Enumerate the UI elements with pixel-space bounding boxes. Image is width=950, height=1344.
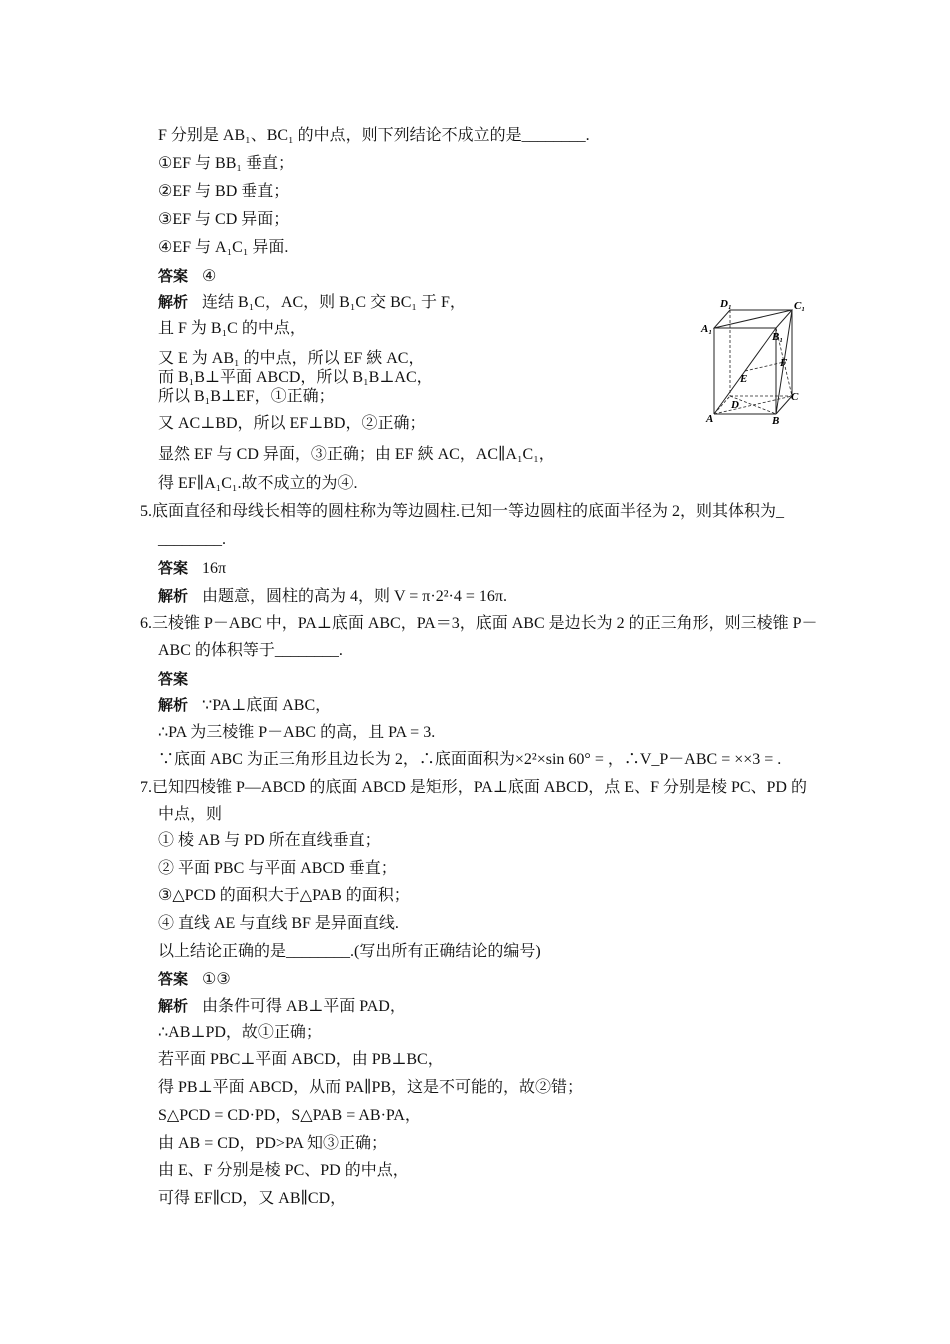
line-text: 且 F 为 B₁C 的中点， <box>158 320 306 337</box>
line-text: 7.已知四棱锥 P—ABCD 的底面 ABCD 是矩形，PA⊥底面 ABCD，点 E、F 分别是棱 PC、PD 的 <box>140 779 807 796</box>
text-line <box>158 723 435 743</box>
line-text: ∵底面 ABC 为正三角形且边长为 2，∴底面面积为×2²×sin 60° = ，∴V_P－ABC = ××3 = . <box>158 751 782 768</box>
analysis-line <box>158 586 507 607</box>
text-line <box>158 1189 346 1209</box>
figure-label: D₁ <box>720 298 732 310</box>
text-line <box>158 414 425 434</box>
line-text: F 分别是 AB₁、BC₁ 的中点，则下列结论不成立的是________. <box>158 127 590 144</box>
figure-label: C <box>791 391 799 403</box>
line-text: 而 B₁B⊥平面 ABCD，所以 B₁B⊥AC， <box>158 369 433 386</box>
answer-line <box>158 969 231 990</box>
figure-label: A <box>706 413 714 425</box>
line-text: 得 EF∥A₁C₁.故不成立的为④. <box>158 475 358 492</box>
text-line <box>158 530 226 550</box>
line-text: 得 PB⊥平面 ABCD，从而 PA∥PB，这是不可能的，故②错； <box>158 1079 584 1096</box>
prism-figure <box>700 294 810 426</box>
text-line <box>158 319 306 339</box>
line-text: ① 棱 AB 与 PD 所在直线垂直； <box>158 832 381 849</box>
figure-label: F <box>780 357 788 369</box>
line-text: ∴AB⊥PD，故①正确； <box>158 1024 322 1041</box>
text-line <box>158 831 381 851</box>
figure-label: A₁ <box>701 323 713 335</box>
text-line <box>140 614 818 634</box>
text-line <box>158 445 555 465</box>
line-text: 以上结论正确的是________.(写出所有正确结论的编号) <box>158 943 541 960</box>
text-line <box>158 154 294 174</box>
line-text: 由条件可得 AB⊥平面 PAD， <box>202 998 406 1015</box>
line-text: ∵PA⊥底面 ABC， <box>202 697 332 714</box>
text-line <box>158 805 222 825</box>
answer-line <box>158 266 216 287</box>
line-label: 解析 <box>158 997 189 1015</box>
text-line <box>158 1078 583 1098</box>
line-text: ④ 直线 AE 与直线 BF 是异面直线. <box>158 915 399 932</box>
line-label: 答案 <box>158 267 189 285</box>
text-line <box>158 349 424 369</box>
analysis-line <box>158 292 466 313</box>
line-text: ①③ <box>202 971 231 988</box>
line-label: 解析 <box>158 587 189 605</box>
line-text: ①EF 与 BB₁ 垂直； <box>158 155 294 172</box>
line-text: 显然 EF 与 CD 异面，③正确；由 EF 綊 AC，AC∥A₁C₁， <box>158 446 555 463</box>
line-text: 16π <box>202 560 227 577</box>
line-text: ④ <box>202 268 217 285</box>
analysis-line <box>158 695 331 716</box>
figure-label: B <box>772 415 780 426</box>
line-text: 由题意，圆柱的高为 4，则 V = π·2²·4 = 16π. <box>202 588 507 605</box>
text-line <box>158 1023 322 1043</box>
text-line <box>158 942 541 962</box>
line-text: 连结 B₁C，AC，则 B₁C 交 BC₁ 于 F， <box>202 294 466 311</box>
line-text: 中点，则 <box>158 806 223 823</box>
line-text: ________. <box>158 531 226 548</box>
line-text: ② 平面 PBC 与平面 ABCD 垂直； <box>158 860 397 877</box>
text-line <box>158 914 399 934</box>
text-line <box>158 1161 409 1181</box>
text-line <box>158 886 410 906</box>
text-line <box>158 641 343 661</box>
line-text: ∴PA 为三棱锥 P－ABC 的高，且 PA = 3. <box>158 724 436 741</box>
line-text: ③EF 与 CD 异面； <box>158 211 290 228</box>
answer-line <box>158 669 202 690</box>
answer-line <box>158 558 226 579</box>
line-label: 解析 <box>158 293 189 311</box>
text-line <box>140 502 784 522</box>
analysis-line <box>158 996 406 1017</box>
line-label: 答案 <box>158 670 189 688</box>
text-line <box>158 1050 444 1070</box>
text-line <box>158 387 335 407</box>
line-label: 解析 <box>158 696 189 714</box>
line-text: 若平面 PBC⊥平面 ABCD，由 PB⊥BC， <box>158 1051 444 1068</box>
line-text: 由 AB = CD，PD>PA 知③正确； <box>158 1135 388 1152</box>
line-label: 答案 <box>158 559 189 577</box>
line-text: 又 E 为 AB₁ 的中点，所以 EF 綊 AC， <box>158 350 425 367</box>
text-line <box>158 238 288 258</box>
line-text: ②EF 与 BD 垂直； <box>158 183 290 200</box>
line-text: ABC 的体积等于________. <box>158 642 343 659</box>
text-line <box>158 126 590 146</box>
line-text: 5.底面直径和母线长相等的圆柱称为等边圆柱.已知一等边圆柱的底面半径为 2，则其体积为_ <box>140 503 785 520</box>
line-text: ③△PCD 的面积大于△PAB 的面积； <box>158 887 410 904</box>
line-label: 答案 <box>158 970 189 988</box>
text-line <box>158 210 289 230</box>
text-line <box>140 778 807 798</box>
line-text: S△PCD = CD·PD，S△PAB = AB·PA， <box>158 1107 421 1124</box>
figure-label: E <box>740 373 748 385</box>
line-text: 由 E、F 分别是棱 PC、PD 的中点， <box>158 1162 409 1179</box>
line-text: 可得 EF∥CD，又 AB∥CD， <box>158 1190 347 1207</box>
text-line <box>158 368 433 388</box>
line-text: ④EF 与 A₁C₁ 异面. <box>158 239 289 256</box>
line-text: 6.三棱锥 P－ABC 中，PA⊥底面 ABC，PA＝3，底面 ABC 是边长为 2 的正三角形，则三棱锥 P－ <box>140 615 818 632</box>
line-text: 又 AC⊥BD，所以 EF⊥BD，②正确； <box>158 415 426 432</box>
text-line <box>158 1106 421 1126</box>
text-line <box>158 750 781 770</box>
text-line <box>158 474 357 494</box>
line-text: 所以 B₁B⊥EF，①正确； <box>158 388 335 405</box>
text-line <box>158 1134 387 1154</box>
figure-label: C₁ <box>794 300 806 312</box>
figure-label: B₁ <box>772 331 784 343</box>
figure-label: D <box>731 399 739 411</box>
text-line <box>158 182 289 202</box>
text-line <box>158 859 397 879</box>
